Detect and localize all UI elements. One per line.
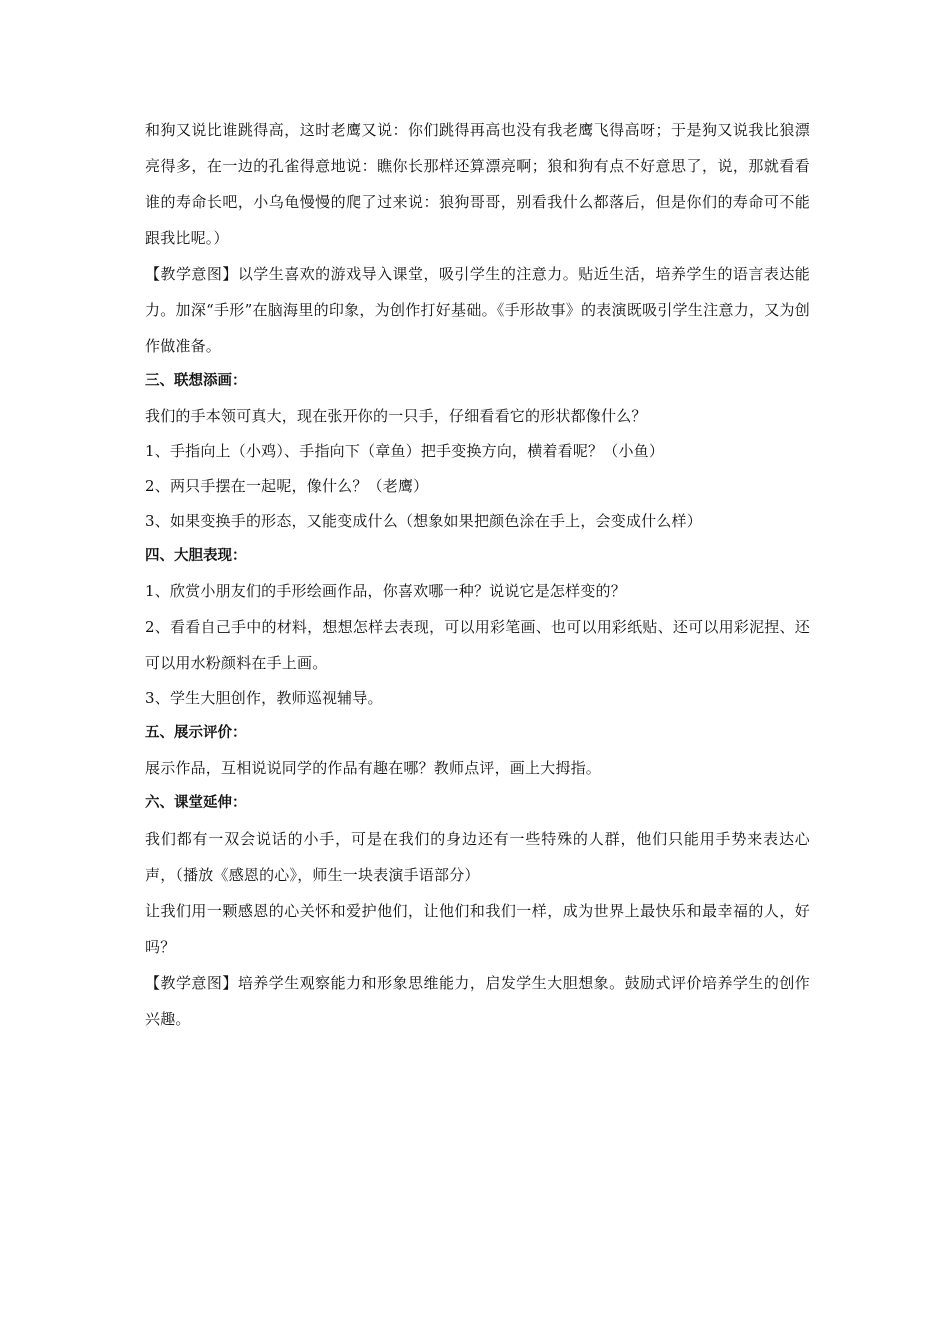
story-continuation-paragraph: 和狗又说比谁跳得高，这时老鹰又说：你们跳得再高也没有我老鹰飞得高呀；于是狗又说我比狼漂亮得多，在一边的孔雀得意地说：瞧你长那样还算漂亮啊；狼和狗有点不好意思了，说，那就看看谁的寿命长吧，小乌龟慢慢的爬了过来说：狼狗哥哥，别看我什么都落后，但是你们的寿命可不能跟我比呢。）	[145, 121, 810, 247]
expression-item-1: 1、欣赏小朋友们的手形绘画作品，你喜欢哪一种？说说它是怎样变的？	[145, 582, 626, 600]
teaching-intent-paragraph-2: 【教学意图】培养学生观察能力和形象思维能力，启发学生大胆想象。鼓励式评价培养学生的创作兴趣。	[145, 974, 810, 1028]
expression-item-2: 2、看看自己手中的材料，想想怎样去表现，可以用彩笔画、也可以用彩纸贴、还可以用彩泥捏、还可以用水粉颜料在手上画。	[145, 618, 810, 672]
extension-paragraph-2: 让我们用一颗感恩的心关怀和爱护他们，让他们和我们一样，成为世界上最快乐和最幸福的人，好吗？	[145, 902, 810, 956]
document-page	[145, 112, 810, 1037]
association-item-3: 3、如果变换手的形态，又能变成什么（想象如果把颜色涂在手上，会变成什么样）	[145, 512, 702, 530]
display-evaluation-paragraph: 展示作品，互相说说同学的作品有趣在哪？教师点评，画上大拇指。	[145, 759, 602, 777]
section-heading-class-extension: 六、课堂延伸：	[145, 795, 247, 811]
section-heading-bold-expression: 四、大胆表现：	[145, 548, 247, 564]
teaching-intent-paragraph-1: 【教学意图】以学生喜欢的游戏导入课堂，吸引学生的注意力。贴近生活，培养学生的语言表达能力。加深“手形”在脑海里的印象，为创作打好基础。《手形故事》的表演既吸引学生注意力，又为创作做准备。	[145, 265, 810, 355]
association-intro: 我们的手本领可真大，现在张开你的一只手，仔细看看它的形状都像什么？	[145, 407, 647, 425]
section-heading-display-evaluation: 五、展示评价：	[145, 725, 247, 741]
expression-item-3: 3、学生大胆创作，教师巡视辅导。	[145, 689, 383, 707]
extension-paragraph-1: 我们都有一双会说话的小手，可是在我们的身边还有一些特殊的人群，他们只能用手势来表达心声，（播放《感恩的心》，师生一块表演手语部分）	[145, 830, 810, 884]
association-item-1: 1、手指向上（小鸡）、手指向下（章鱼）把手变换方向，横着看呢？（小鱼）	[145, 442, 665, 460]
association-item-2: 2、两只手摆在一起呢，像什么？（老鹰）	[145, 477, 429, 495]
section-heading-association-drawing: 三、联想添画：	[145, 373, 247, 389]
